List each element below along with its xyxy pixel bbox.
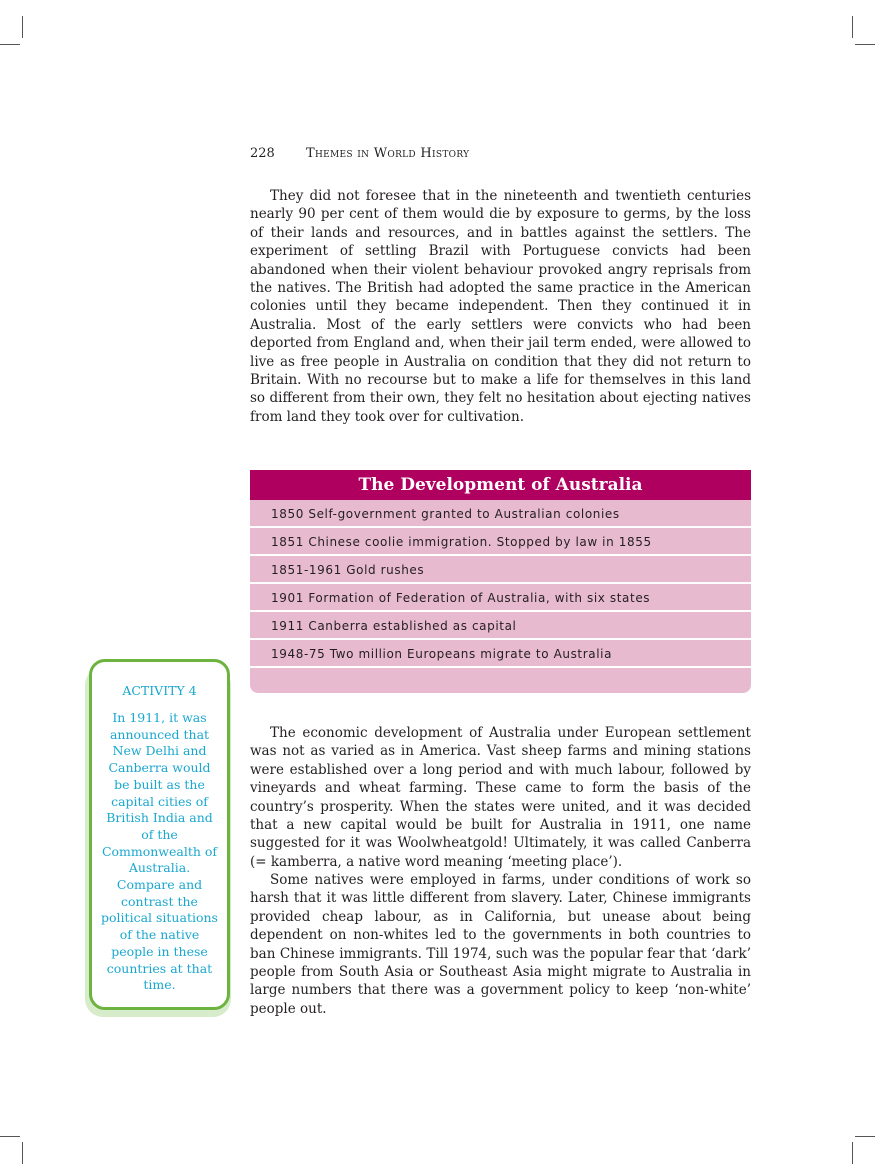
- crop-mark: [0, 1136, 20, 1137]
- body-paragraph-1: They did not foresee that in the nineteenth and twentieth centuries nearly 90 per cent of them would die by exposure to germs, by the loss of their lands and resources, and in battles against the settlers. The experiment of settling Brazil with Portuguese convicts had been abandoned when their violent behaviour provoked angry reprisals from the natives. The British had adopted the same practice in the American colonies until they became independent. Then they continued it in Australia. Most of the early settlers were convicts who had been deported from England and, when their jail term ended, were allowed to live as free people in Australia on condition that they did not return to Britain. With no recourse but to make a life for themselves in this land so different from their own, they felt no hesitation about ejecting natives from land they took over for cultivation.: [250, 188, 751, 425]
- timeline-row: 1850 Self-government granted to Australian colonies: [250, 500, 751, 528]
- timeline-row: 1901 Formation of Federation of Australia, with six states: [250, 584, 751, 612]
- crop-mark: [22, 1142, 23, 1164]
- crop-mark: [22, 16, 23, 38]
- crop-mark: [855, 1136, 875, 1137]
- crop-mark: [0, 44, 20, 45]
- running-title: Themes in World History: [306, 146, 470, 161]
- timeline-row: 1948-75 Two million Europeans migrate to Australia: [250, 640, 751, 668]
- activity-box: [89, 659, 230, 1010]
- body-paragraph-3: Some natives were employed in farms, under conditions of work so harsh that it was little different from slavery. Later, Chinese immigrants provided cheap labour, as in California, but unease about being dependent on non-whites led to the governments in both countries to ban Chinese immigrants. Till 1974, such was the popular fear that ‘dark’ people from South Asia or Southeast Asia might migrate to Australia in large numbers that there was a government policy to keep ‘non-white’ people out.: [250, 872, 751, 1017]
- activity-title: ACTIVITY 4: [122, 683, 197, 698]
- crop-mark: [852, 16, 853, 38]
- body-paragraph-2: The economic development of Australia under European settlement was not as varied as in America. Vast sheep farms and mining stations were established over a long period and with much labour, followed by vineyards and wheat farming. These came to form the basis of the country’s prosperity. When the states were united, and it was decided that a new capital would be built for Australia in 1911, one name suggested for it was Woolwheatgold! Ultimately, it was called Canberra (= kamberra, a native word meaning ‘meeting place’).: [250, 725, 751, 870]
- page-header: [250, 146, 469, 161]
- timeline-row: 1851 Chinese coolie immigration. Stopped by law in 1855: [250, 528, 751, 556]
- timeline-row: 1911 Canberra established as capital: [250, 612, 751, 640]
- page-number: 228: [250, 146, 275, 161]
- crop-mark: [855, 44, 875, 45]
- timeline-box: [250, 470, 751, 693]
- timeline-title: The Development of Australia: [250, 470, 751, 500]
- activity-text: In 1911, it was announced that New Delhi and Canberra would be built as the capital cities of British India and of the Commonwealth of Australia. Compare and contrast the political situations of the native people in these countries at that time.: [101, 710, 218, 993]
- timeline-row: 1851-1961 Gold rushes: [250, 556, 751, 584]
- crop-mark: [852, 1142, 853, 1164]
